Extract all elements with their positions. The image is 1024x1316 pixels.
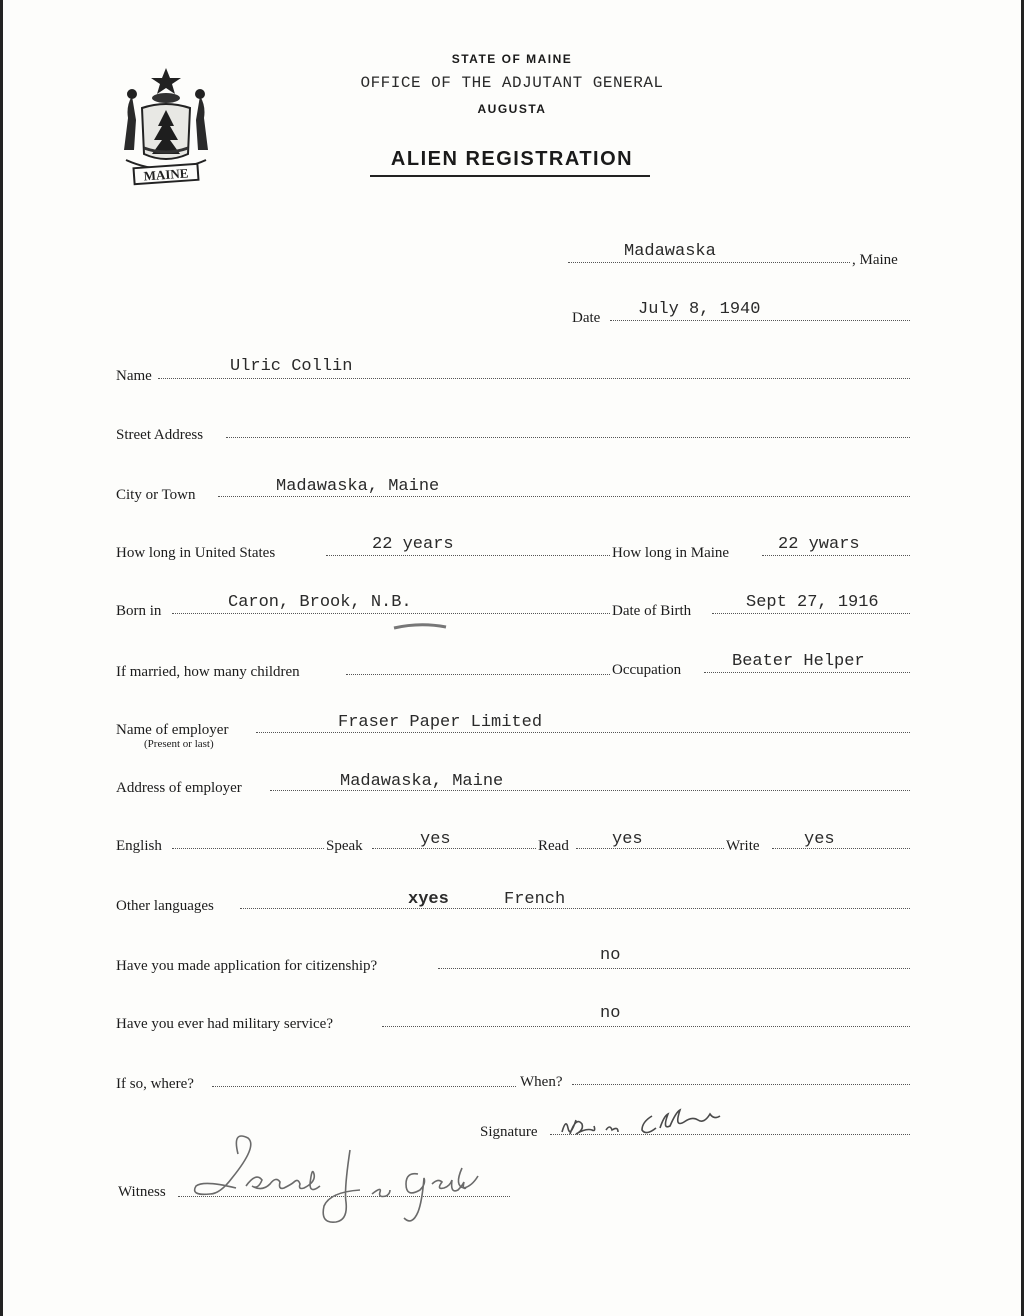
military-line	[382, 1026, 910, 1027]
location-suffix: , Maine	[852, 252, 898, 268]
applicant-signature	[556, 1108, 746, 1142]
read-line	[576, 848, 724, 849]
name-line	[158, 378, 910, 379]
occupation-line	[704, 672, 910, 673]
us-line	[326, 555, 610, 556]
born-line	[172, 613, 610, 614]
employer-sublabel: (Present or last)	[144, 738, 214, 750]
when-label: When?	[520, 1074, 563, 1090]
maine-label: How long in Maine	[612, 545, 730, 561]
employer-address-line	[270, 790, 910, 791]
location-value: Madawaska	[624, 242, 716, 261]
english-label: English	[116, 838, 162, 854]
children-label: If married, how many children	[116, 664, 300, 680]
born-pencil-mark	[392, 622, 448, 632]
children-line	[346, 674, 610, 675]
when-line	[572, 1084, 910, 1085]
military-label: Have you ever had military service?	[116, 1016, 333, 1032]
seal-text: MAINE	[143, 165, 189, 184]
employer-line	[256, 732, 910, 733]
read-value: yes	[612, 830, 643, 849]
occupation-value: Beater Helper	[732, 652, 865, 671]
signature-label: Signature	[480, 1124, 538, 1140]
born-label: Born in	[116, 603, 162, 619]
maine-line	[762, 555, 910, 556]
speak-value: yes	[420, 830, 451, 849]
street-label: Street Address	[116, 427, 204, 443]
write-line	[772, 848, 910, 849]
employer-address-label: Address of employer	[116, 780, 242, 796]
date-line	[610, 320, 910, 321]
citizenship-line	[438, 968, 910, 969]
where-line	[212, 1086, 516, 1087]
occupation-label: Occupation	[612, 662, 682, 678]
other-languages-value: French	[504, 890, 566, 909]
military-value: no	[600, 1004, 621, 1023]
city-label: City or Town	[116, 487, 196, 503]
dob-line	[712, 613, 910, 614]
form-title: ALIEN REGISTRATION	[390, 148, 634, 170]
speak-line	[372, 848, 536, 849]
header-state: STATE OF MAINE	[451, 52, 573, 66]
employer-value: Fraser Paper Limited	[338, 713, 543, 732]
witness-signature	[182, 1120, 502, 1232]
other-languages-line	[240, 908, 910, 909]
read-label: Read	[538, 838, 569, 854]
name-label: Name	[116, 368, 152, 384]
write-label: Write	[726, 838, 760, 854]
name-value: Ulric Collin	[230, 357, 353, 376]
other-languages-label: Other languages	[116, 898, 214, 914]
maine-value: 22 ywars	[778, 535, 860, 554]
us-value: 22 years	[372, 535, 454, 554]
speak-label: Speak	[326, 838, 363, 854]
title-underline	[370, 175, 650, 177]
city-line	[218, 496, 910, 497]
witness-label: Witness	[118, 1184, 166, 1200]
dob-label: Date of Birth	[612, 603, 692, 619]
us-label: How long in United States	[116, 545, 276, 561]
location-line	[568, 262, 850, 263]
header-office: OFFICE OF THE ADJUTANT GENERAL	[360, 74, 664, 92]
header-city: AUGUSTA	[477, 102, 547, 116]
left-border	[0, 0, 3, 1316]
write-value: yes	[804, 830, 835, 849]
born-value: Caron, Brook, N.B.	[228, 593, 412, 612]
citizenship-label: Have you made application for citizenship?	[116, 958, 378, 974]
dob-value: Sept 27, 1916	[746, 593, 879, 612]
other-languages-struck: xyes	[408, 890, 449, 909]
city-value: Madawaska, Maine	[276, 477, 440, 496]
citizenship-value: no	[600, 946, 621, 965]
english-line	[172, 848, 324, 849]
date-label: Date	[572, 310, 601, 326]
employer-label: Name of employer	[116, 722, 229, 738]
street-line	[226, 437, 910, 438]
employer-address-value: Madawaska, Maine	[340, 772, 504, 791]
where-label: If so, where?	[116, 1076, 194, 1092]
date-value: July 8, 1940	[638, 300, 761, 319]
